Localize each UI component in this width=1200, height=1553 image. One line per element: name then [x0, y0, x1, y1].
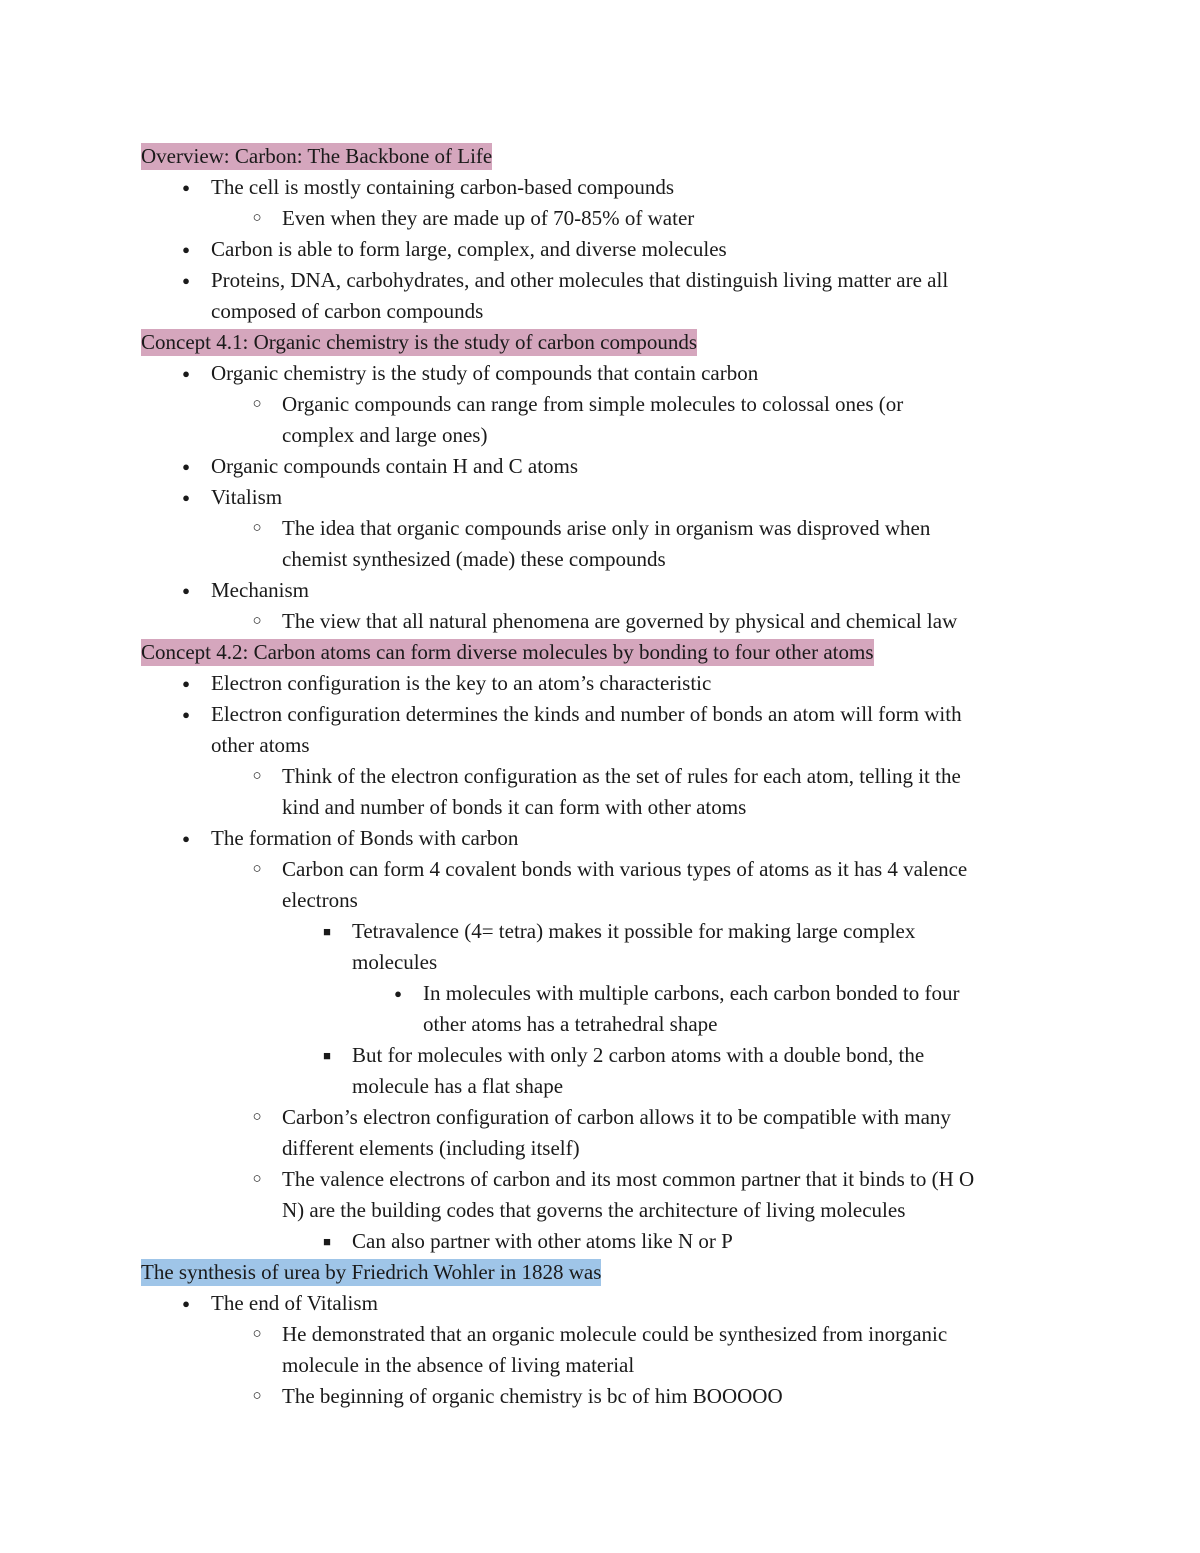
document-page — [141, 141, 1071, 1412]
hollow-circle-bullet-icon: ○ — [252, 1326, 262, 1342]
filled-circle-bullet-icon: ● — [182, 180, 190, 195]
list-item-text: The end of Vitalism — [211, 1291, 378, 1315]
list-item — [141, 451, 1071, 482]
list-item-text: chemist synthesized (made) these compounds — [282, 547, 666, 571]
list-item — [141, 1381, 1071, 1412]
filled-square-bullet-icon: ■ — [323, 1048, 331, 1063]
filled-circle-bullet-icon: ● — [182, 831, 190, 846]
list-item-text: other atoms — [211, 733, 310, 757]
list-item — [141, 203, 1071, 234]
filled-circle-bullet-icon: ● — [182, 459, 190, 474]
section-heading-concept-4-2 — [141, 637, 1071, 668]
list-item-text: molecule has a flat shape — [352, 1074, 564, 1098]
filled-circle-bullet-icon: ● — [182, 366, 190, 381]
list-item — [141, 668, 1071, 699]
section-heading-concept-4-1 — [141, 327, 1071, 358]
hollow-circle-bullet-icon: ○ — [252, 1388, 262, 1404]
list-item — [141, 513, 1071, 544]
list-item — [141, 1102, 1071, 1133]
heading-text: Concept 4.2: Carbon atoms can form diverse molecules by bonding to four other atoms — [141, 640, 874, 664]
list-item-text: Organic compounds contain H and C atoms — [211, 454, 579, 478]
list-item — [141, 1040, 1071, 1071]
heading-text: Overview: Carbon: The Backbone of Life — [141, 144, 493, 168]
list-item-text: electrons — [282, 888, 358, 912]
list-item-text: Proteins, DNA, carbohydrates, and other molecules that distinguish living matter are all — [211, 268, 949, 292]
list-item — [141, 482, 1071, 513]
list-item — [141, 1226, 1071, 1257]
list-item-text: Electron configuration is the key to an atom’s characteristic — [211, 671, 712, 695]
list-item-text: He demonstrated that an organic molecule could be synthesized from inorganic — [282, 1322, 948, 1346]
list-item — [141, 978, 1071, 1009]
list-item-continuation — [141, 792, 1071, 823]
list-item-text: The idea that organic compounds arise only in organism was disproved when — [282, 516, 931, 540]
list-item — [141, 761, 1071, 792]
heading-text: The synthesis of urea by Friedrich Wohler in 1828 was — [141, 1260, 602, 1284]
list-item — [141, 606, 1071, 637]
list-item-text: The valence electrons of carbon and its most common partner that it binds to (H O — [282, 1167, 975, 1191]
filled-square-bullet-icon: ■ — [323, 1234, 331, 1249]
list-item — [141, 854, 1071, 885]
filled-circle-bullet-icon: ● — [394, 986, 402, 1001]
list-item-continuation — [141, 296, 1071, 327]
filled-circle-bullet-icon: ● — [182, 242, 190, 257]
list-item — [141, 1164, 1071, 1195]
list-item — [141, 358, 1071, 389]
list-item-text: The view that all natural phenomena are governed by physical and chemical law — [282, 609, 958, 633]
list-item — [141, 916, 1071, 947]
list-item-text: Mechanism — [211, 578, 309, 602]
list-item-text: molecule in the absence of living material — [282, 1353, 635, 1377]
hollow-circle-bullet-icon: ○ — [252, 210, 262, 226]
hollow-circle-bullet-icon: ○ — [252, 520, 262, 536]
list-item — [141, 699, 1071, 730]
list-item-text: The beginning of organic chemistry is bc of him BOOOOO — [282, 1384, 783, 1408]
filled-circle-bullet-icon: ● — [182, 490, 190, 505]
list-item-continuation — [141, 1350, 1071, 1381]
list-item-continuation — [141, 1133, 1071, 1164]
list-item-continuation — [141, 730, 1071, 761]
list-item — [141, 389, 1071, 420]
list-item — [141, 172, 1071, 203]
list-item-text: Carbon is able to form large, complex, and diverse molecules — [211, 237, 727, 261]
list-item-text: different elements (including itself) — [282, 1136, 580, 1160]
list-item-text: The cell is mostly containing carbon-based compounds — [211, 175, 675, 199]
hollow-circle-bullet-icon: ○ — [252, 1171, 262, 1187]
list-item-text: Organic compounds can range from simple molecules to colossal ones (or — [282, 392, 904, 416]
list-item — [141, 1288, 1071, 1319]
filled-circle-bullet-icon: ● — [182, 676, 190, 691]
list-item-text: Electron configuration determines the kinds and number of bonds an atom will form with — [211, 702, 962, 726]
list-item — [141, 575, 1071, 606]
section-heading-urea-synthesis — [141, 1257, 1071, 1288]
list-item-text: molecules — [352, 950, 438, 974]
filled-circle-bullet-icon: ● — [182, 707, 190, 722]
list-item-text: The formation of Bonds with carbon — [211, 826, 519, 850]
heading-text: Concept 4.1: Organic chemistry is the study of carbon compounds — [141, 330, 698, 354]
hollow-circle-bullet-icon: ○ — [252, 861, 262, 877]
list-item-text: other atoms has a tetrahedral shape — [423, 1012, 718, 1036]
list-item — [141, 1319, 1071, 1350]
list-item-text: composed of carbon compounds — [211, 299, 484, 323]
list-item-continuation — [141, 544, 1071, 575]
hollow-circle-bullet-icon: ○ — [252, 396, 262, 412]
list-item-text: Can also partner with other atoms like N or P — [352, 1229, 733, 1253]
list-item — [141, 823, 1071, 854]
list-item-text: But for molecules with only 2 carbon atoms with a double bond, the — [352, 1043, 925, 1067]
filled-circle-bullet-icon: ● — [182, 1296, 190, 1311]
list-item-continuation — [141, 420, 1071, 451]
list-item — [141, 234, 1071, 265]
list-item-continuation — [141, 1071, 1071, 1102]
hollow-circle-bullet-icon: ○ — [252, 768, 262, 784]
filled-circle-bullet-icon: ● — [182, 583, 190, 598]
filled-square-bullet-icon: ■ — [323, 924, 331, 939]
list-item-text: In molecules with multiple carbons, each carbon bonded to four — [423, 981, 960, 1005]
list-item-text: Organic chemistry is the study of compounds that contain carbon — [211, 361, 759, 385]
list-item-continuation — [141, 885, 1071, 916]
list-item-text: Tetravalence (4= tetra) makes it possible for making large complex — [352, 919, 916, 943]
list-item-text: kind and number of bonds it can form with other atoms — [282, 795, 747, 819]
hollow-circle-bullet-icon: ○ — [252, 613, 262, 629]
list-item — [141, 265, 1071, 296]
section-heading-overview — [141, 141, 1071, 172]
list-item-continuation — [141, 947, 1071, 978]
list-item-continuation — [141, 1195, 1071, 1226]
list-item-text: N) are the building codes that governs the architecture of living molecules — [282, 1198, 906, 1222]
hollow-circle-bullet-icon: ○ — [252, 1109, 262, 1125]
list-item-text: Carbon can form 4 covalent bonds with various types of atoms as it has 4 valence — [282, 857, 968, 881]
list-item-text: Even when they are made up of 70-85% of water — [282, 206, 695, 230]
list-item-text: Think of the electron configuration as the set of rules for each atom, telling it the — [282, 764, 961, 788]
list-item-continuation — [141, 1009, 1071, 1040]
filled-circle-bullet-icon: ● — [182, 273, 190, 288]
list-item-text: Vitalism — [211, 485, 283, 509]
list-item-text: complex and large ones) — [282, 423, 488, 447]
list-item-text: Carbon’s electron configuration of carbon allows it to be compatible with many — [282, 1105, 951, 1129]
